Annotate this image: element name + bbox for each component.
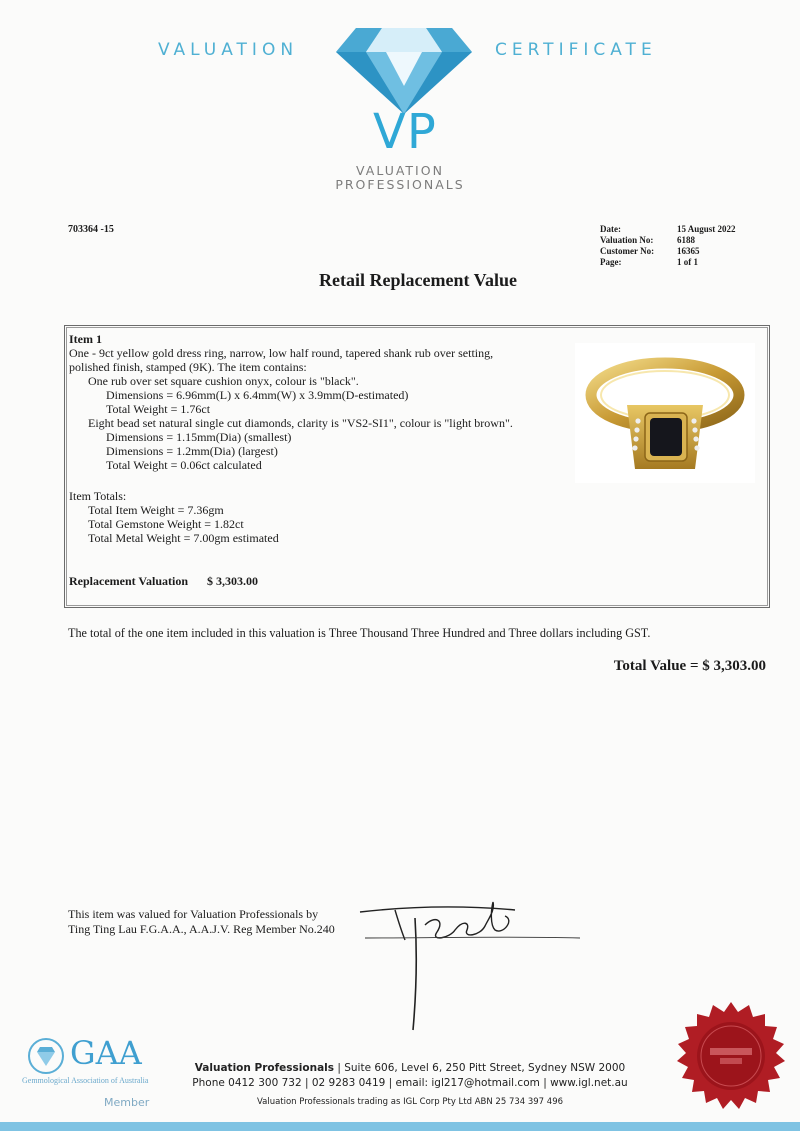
item-description-line-1: One - 9ct yellow gold dress ring, narrow, low half round, tapered shank rub over setting, [69,346,494,360]
total-gemstone-weight: Total Gemstone Weight = 1.82ct [88,517,244,531]
gemstone-2-dimensions-smallest: Dimensions = 1.15mm(Dia) (smallest) [106,430,292,444]
meta-label: Customer No: [600,246,655,256]
replacement-valuation-value: $ 3,303.00 [207,574,258,588]
meta-value: 16365 [677,246,700,256]
signature [355,890,585,1040]
logo-line-1: VALUATION [356,163,444,178]
total-item-weight: Total Item Weight = 7.36gm [88,503,224,517]
valuation-summary-sentence: The total of the one item included in this valuation is Three Thousand Three Hundred and Three dollars including GST. [68,626,651,640]
ring-photo [575,343,755,483]
logo-line-2: PROFESSIONALS [335,177,465,192]
gemstone-2-weight: Total Weight = 0.06ct calculated [106,458,262,472]
gaa-full-name: Gemmological Association of Australia [22,1076,149,1085]
document-title: Retail Replacement Value [319,270,517,290]
meta-value: 6188 [677,235,695,245]
footer-color-band [0,1122,800,1131]
gaa-letters: GAA [70,1034,142,1072]
gemstone-2-dimensions-largest: Dimensions = 1.2mm(Dia) (largest) [106,444,278,458]
meta-value: 1 of 1 [677,257,698,267]
footer-trading-line: Valuation Professionals trading as IGL Corp Pty Ltd ABN 25 734 397 496 [256,1097,564,1107]
meta-label: Valuation No: [600,235,654,245]
gemstone-1-description: One rub over set square cushion onyx, colour is "black". [88,374,359,388]
valuer-line-2: Ting Ting Lau F.G.A.A., A.A.J.V. Reg Member No.240 [68,922,335,936]
gaa-member-label: Member [104,1096,150,1109]
item-totals-heading: Item Totals: [69,489,127,503]
gaa-diamond-icon [27,1037,65,1075]
meta-value: 15 August 2022 [677,224,736,234]
valuer-line-1: This item was valued for Valuation Professionals by [68,907,319,921]
footer-address-line [190,1062,630,1074]
item-heading: Item 1 [69,332,102,346]
header-right-word: CERTIFICATE [495,40,657,60]
reference-number: 703364 -15 [68,224,114,235]
meta-label: Page: [600,257,622,267]
header-left-word: VALUATION [158,40,299,60]
red-wax-seal [672,1000,790,1118]
gemstone-2-description: Eight bead set natural single cut diamonds, clarity is "VS2-SI1", colour is "light brown". [88,416,513,430]
replacement-valuation-label: Replacement Valuation [69,574,189,588]
meta-label: Date: [600,224,621,234]
footer-address: | Suite 606, Level 6, 250 Pitt Street, Sydney NSW 2000 [334,1062,626,1074]
footer-company-name: Valuation Professionals [194,1062,335,1074]
gemstone-1-weight: Total Weight = 1.76ct [106,402,211,416]
gemstone-1-dimensions: Dimensions = 6.96mm(L) x 6.4mm(W) x 3.9mm(D-estimated) [106,388,409,402]
total-metal-weight: Total Metal Weight = 7.00gm estimated [88,531,279,545]
footer-contact-line: Phone 0412 300 732 | 02 9283 0419 | email: igl217@hotmail.com | www.igl.net.au [192,1077,628,1089]
item-description-line-2: polished finish, stamped (9K). The item contains: [69,360,307,374]
diamond-logo-icon [334,16,474,116]
total-value: Total Value = $ 3,303.00 [613,658,766,674]
vp-logo-letters: VP [373,104,437,160]
meta-block [600,224,770,270]
